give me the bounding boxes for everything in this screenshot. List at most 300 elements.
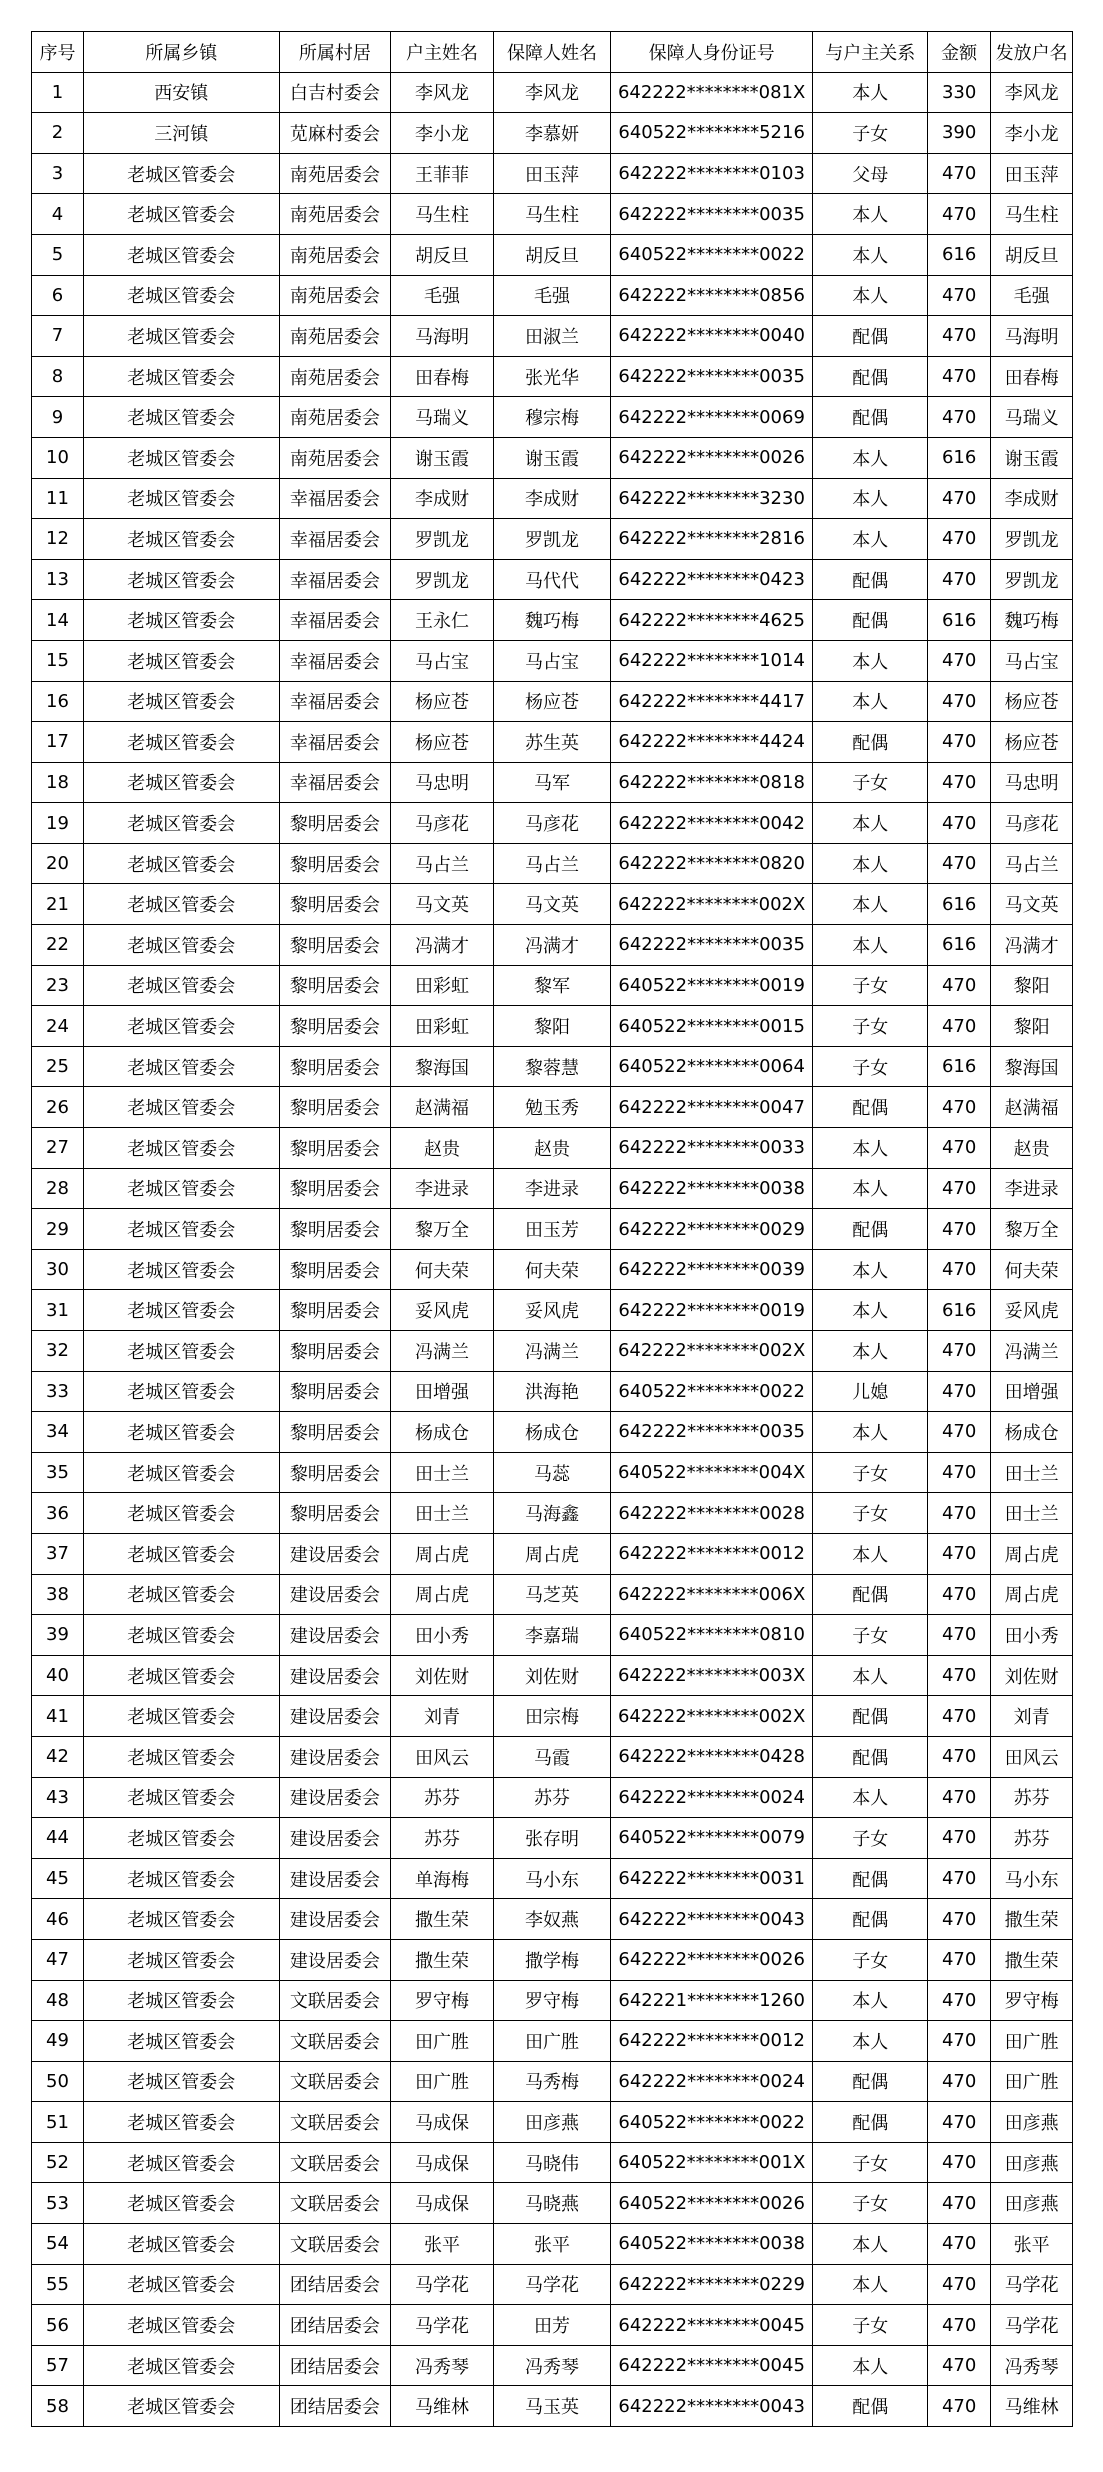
table-row [32,1249,1073,1290]
cell-payee: 冯满才 [991,925,1073,966]
table-row [32,1168,1073,1209]
cell-id-number: 642222********3230 [611,478,813,519]
cell-householder: 苏芬 [391,1777,494,1818]
cell-village: 建设居委会 [279,1777,391,1818]
cell-township: 老城区管委会 [83,1696,279,1737]
cell-serial: 34 [32,1412,84,1453]
cell-id-number: 642221********1260 [611,1980,813,2021]
cell-village: 幸福居委会 [279,600,391,641]
cell-payee: 马学花 [991,2305,1073,2346]
cell-beneficiary: 赵贵 [493,1128,610,1169]
cell-relation: 本人 [813,1777,928,1818]
cell-village: 黎明居委会 [279,965,391,1006]
cell-township: 老城区管委会 [83,1939,279,1980]
cell-relation: 本人 [813,1412,928,1453]
cell-serial: 42 [32,1736,84,1777]
cell-amount: 470 [928,2142,991,2183]
cell-township: 老城区管委会 [83,1858,279,1899]
cell-township: 老城区管委会 [83,2264,279,2305]
table-row [32,2061,1073,2102]
cell-relation: 本人 [813,925,928,966]
table-row [32,2305,1073,2346]
cell-householder: 周占虎 [391,1574,494,1615]
cell-village: 黎明居委会 [279,1290,391,1331]
cell-amount: 470 [928,153,991,194]
cell-village: 文联居委会 [279,2183,391,2224]
cell-relation: 本人 [813,2224,928,2265]
table-row [32,1980,1073,2021]
cell-township: 老城区管委会 [83,2142,279,2183]
cell-householder: 田广胜 [391,2061,494,2102]
cell-township: 老城区管委会 [83,2305,279,2346]
cell-village: 文联居委会 [279,2102,391,2143]
cell-payee: 刘青 [991,1696,1073,1737]
cell-householder: 苏芬 [391,1818,494,1859]
cell-township: 老城区管委会 [83,1452,279,1493]
cell-village: 黎明居委会 [279,1371,391,1412]
cell-amount: 470 [928,356,991,397]
cell-serial: 12 [32,519,84,560]
cell-householder: 李风龙 [391,72,494,113]
cell-payee: 马生柱 [991,194,1073,235]
cell-id-number: 642222********0229 [611,2264,813,2305]
cell-id-number: 642222********0031 [611,1858,813,1899]
cell-id-number: 640522********0026 [611,2183,813,2224]
cell-id-number: 642222********0024 [611,1777,813,1818]
cell-amount: 470 [928,803,991,844]
cell-serial: 41 [32,1696,84,1737]
cell-township: 老城区管委会 [83,559,279,600]
cell-amount: 330 [928,72,991,113]
cell-householder: 马学花 [391,2305,494,2346]
cell-payee: 谢玉霞 [991,437,1073,478]
cell-householder: 马彦花 [391,803,494,844]
cell-serial: 20 [32,843,84,884]
table-row [32,1493,1073,1534]
cell-payee: 田彦燕 [991,2142,1073,2183]
cell-village: 南苑居委会 [279,275,391,316]
table-row [32,2102,1073,2143]
cell-payee: 赵满福 [991,1087,1073,1128]
table-row [32,1858,1073,1899]
cell-amount: 470 [928,2305,991,2346]
cell-relation: 配偶 [813,316,928,357]
cell-amount: 470 [928,762,991,803]
cell-amount: 470 [928,1736,991,1777]
cell-village: 建设居委会 [279,1858,391,1899]
cell-beneficiary: 李慕妍 [493,113,610,154]
cell-relation: 配偶 [813,1696,928,1737]
cell-township: 老城区管委会 [83,1006,279,1047]
cell-relation: 子女 [813,762,928,803]
cell-serial: 39 [32,1615,84,1656]
cell-relation: 本人 [813,884,928,925]
cell-relation: 本人 [813,803,928,844]
cell-beneficiary: 马小东 [493,1858,610,1899]
cell-serial: 28 [32,1168,84,1209]
cell-village: 幸福居委会 [279,519,391,560]
cell-payee: 苏芬 [991,1777,1073,1818]
cell-householder: 冯秀琴 [391,2345,494,2386]
cell-relation: 配偶 [813,1209,928,1250]
table-row [32,316,1073,357]
cell-payee: 周占虎 [991,1574,1073,1615]
cell-householder: 杨应苍 [391,722,494,763]
cell-relation: 儿媳 [813,1371,928,1412]
cell-amount: 470 [928,1615,991,1656]
table-row [32,2142,1073,2183]
cell-id-number: 642222********0019 [611,1290,813,1331]
cell-householder: 黎万全 [391,1209,494,1250]
cell-householder: 罗守梅 [391,1980,494,2021]
table-row [32,478,1073,519]
cell-serial: 52 [32,2142,84,2183]
cell-beneficiary: 田芳 [493,2305,610,2346]
cell-amount: 470 [928,275,991,316]
cell-serial: 29 [32,1209,84,1250]
cell-village: 苋麻村委会 [279,113,391,154]
cell-relation: 本人 [813,2021,928,2062]
cell-id-number: 642222********0028 [611,1493,813,1534]
cell-village: 南苑居委会 [279,234,391,275]
cell-id-number: 640522********0064 [611,1046,813,1087]
cell-township: 老城区管委会 [83,1777,279,1818]
cell-id-number: 642222********0033 [611,1128,813,1169]
cell-village: 黎明居委会 [279,803,391,844]
cell-payee: 杨成仓 [991,1412,1073,1453]
table-row [32,1006,1073,1047]
cell-serial: 31 [32,1290,84,1331]
cell-id-number: 642222********0043 [611,2386,813,2427]
cell-beneficiary: 田淑兰 [493,316,610,357]
cell-village: 南苑居委会 [279,316,391,357]
cell-amount: 470 [928,1899,991,1940]
cell-householder: 马忠明 [391,762,494,803]
cell-village: 幸福居委会 [279,640,391,681]
table-row [32,2386,1073,2427]
cell-payee: 李风龙 [991,72,1073,113]
cell-serial: 47 [32,1939,84,1980]
cell-relation: 子女 [813,965,928,1006]
cell-township: 老城区管委会 [83,2061,279,2102]
cell-relation: 本人 [813,275,928,316]
cell-householder: 毛强 [391,275,494,316]
cell-relation: 本人 [813,478,928,519]
cell-beneficiary: 黎军 [493,965,610,1006]
cell-relation: 配偶 [813,1574,928,1615]
cell-township: 老城区管委会 [83,1168,279,1209]
cell-beneficiary: 刘佐财 [493,1655,610,1696]
table-row [32,965,1073,1006]
cell-village: 南苑居委会 [279,153,391,194]
cell-township: 老城区管委会 [83,1980,279,2021]
cell-amount: 470 [928,194,991,235]
cell-relation: 子女 [813,1615,928,1656]
table-row [32,1736,1073,1777]
cell-householder: 赵满福 [391,1087,494,1128]
cell-beneficiary: 周占虎 [493,1533,610,1574]
cell-householder: 马学花 [391,2264,494,2305]
table-row [32,1290,1073,1331]
cell-village: 文联居委会 [279,2224,391,2265]
cell-id-number: 642222********0820 [611,843,813,884]
cell-householder: 李小龙 [391,113,494,154]
cell-householder: 妥风虎 [391,1290,494,1331]
cell-village: 黎明居委会 [279,1046,391,1087]
cell-householder: 田彩虹 [391,1006,494,1047]
cell-township: 老城区管委会 [83,1493,279,1534]
cell-relation: 配偶 [813,1736,928,1777]
cell-village: 黎明居委会 [279,1412,391,1453]
cell-id-number: 642222********0012 [611,1533,813,1574]
cell-id-number: 642222********0026 [611,1939,813,1980]
cell-payee: 马小东 [991,1858,1073,1899]
cell-amount: 470 [928,965,991,1006]
cell-beneficiary: 马代代 [493,559,610,600]
cell-township: 老城区管委会 [83,275,279,316]
cell-beneficiary: 马玉英 [493,2386,610,2427]
cell-payee: 张平 [991,2224,1073,2265]
cell-township: 老城区管委会 [83,1331,279,1372]
cell-amount: 470 [928,397,991,438]
cell-beneficiary: 马霞 [493,1736,610,1777]
cell-householder: 李进录 [391,1168,494,1209]
cell-householder: 谢玉霞 [391,437,494,478]
cell-amount: 470 [928,1331,991,1372]
cell-id-number: 640522********5216 [611,113,813,154]
cell-amount: 470 [928,559,991,600]
table-row [32,1533,1073,1574]
cell-payee: 黎海国 [991,1046,1073,1087]
cell-serial: 11 [32,478,84,519]
cell-id-number: 642222********0026 [611,437,813,478]
cell-beneficiary: 苏生英 [493,722,610,763]
cell-relation: 本人 [813,1533,928,1574]
cell-payee: 田增强 [991,1371,1073,1412]
cell-township: 老城区管委会 [83,356,279,397]
cell-village: 文联居委会 [279,2021,391,2062]
cell-serial: 43 [32,1777,84,1818]
cell-township: 老城区管委会 [83,803,279,844]
cell-amount: 470 [928,1006,991,1047]
cell-relation: 配偶 [813,2102,928,2143]
cell-id-number: 640522********0079 [611,1818,813,1859]
cell-village: 幸福居委会 [279,478,391,519]
cell-payee: 罗凯龙 [991,519,1073,560]
cell-amount: 616 [928,1046,991,1087]
cell-id-number: 642222********0035 [611,925,813,966]
cell-relation: 配偶 [813,1087,928,1128]
cell-beneficiary: 马生柱 [493,194,610,235]
cell-serial: 51 [32,2102,84,2143]
cell-township: 老城区管委会 [83,1412,279,1453]
cell-amount: 470 [928,2264,991,2305]
cell-id-number: 642222********081X [611,72,813,113]
cell-relation: 子女 [813,1006,928,1047]
cell-payee: 马彦花 [991,803,1073,844]
cell-id-number: 640522********0038 [611,2224,813,2265]
table-row [32,925,1073,966]
cell-village: 南苑居委会 [279,397,391,438]
cell-relation: 本人 [813,843,928,884]
cell-id-number: 642222********0035 [611,194,813,235]
cell-relation: 本人 [813,681,928,722]
cell-id-number: 640522********004X [611,1452,813,1493]
cell-serial: 5 [32,234,84,275]
cell-beneficiary: 杨成仓 [493,1412,610,1453]
cell-beneficiary: 马海鑫 [493,1493,610,1534]
cell-relation: 配偶 [813,2386,928,2427]
cell-id-number: 642222********0423 [611,559,813,600]
cell-id-number: 642222********0818 [611,762,813,803]
cell-householder: 田广胜 [391,2021,494,2062]
cell-village: 团结居委会 [279,2305,391,2346]
cell-village: 黎明居委会 [279,1128,391,1169]
cell-beneficiary: 张存明 [493,1818,610,1859]
column-header-id-number: 保障人身份证号 [611,32,813,73]
cell-payee: 毛强 [991,275,1073,316]
cell-beneficiary: 马学花 [493,2264,610,2305]
cell-householder: 胡反旦 [391,234,494,275]
cell-id-number: 642222********4417 [611,681,813,722]
cell-beneficiary: 胡反旦 [493,234,610,275]
cell-householder: 马占宝 [391,640,494,681]
cell-village: 黎明居委会 [279,1331,391,1372]
cell-id-number: 642222********0047 [611,1087,813,1128]
cell-relation: 本人 [813,519,928,560]
cell-amount: 470 [928,2102,991,2143]
cell-relation: 子女 [813,1939,928,1980]
cell-amount: 616 [928,1290,991,1331]
cell-householder: 冯满才 [391,925,494,966]
cell-householder: 田彩虹 [391,965,494,1006]
cell-amount: 616 [928,925,991,966]
cell-township: 老城区管委会 [83,397,279,438]
cell-amount: 616 [928,600,991,641]
cell-relation: 配偶 [813,1899,928,1940]
cell-amount: 470 [928,1818,991,1859]
cell-id-number: 640522********0022 [611,1371,813,1412]
cell-amount: 616 [928,884,991,925]
cell-amount: 470 [928,1087,991,1128]
table-row [32,1777,1073,1818]
cell-township: 老城区管委会 [83,600,279,641]
cell-beneficiary: 苏芬 [493,1777,610,1818]
cell-township: 老城区管委会 [83,316,279,357]
cell-serial: 37 [32,1533,84,1574]
cell-payee: 撒生荣 [991,1939,1073,1980]
table-row [32,1939,1073,1980]
cell-serial: 4 [32,194,84,235]
cell-beneficiary: 冯满才 [493,925,610,966]
cell-amount: 470 [928,519,991,560]
cell-township: 老城区管委会 [83,722,279,763]
cell-serial: 33 [32,1371,84,1412]
cell-township: 老城区管委会 [83,1046,279,1087]
cell-beneficiary: 杨应苍 [493,681,610,722]
column-header-township: 所属乡镇 [83,32,279,73]
cell-township: 老城区管委会 [83,843,279,884]
cell-serial: 40 [32,1655,84,1696]
table-row [32,762,1073,803]
cell-payee: 杨应苍 [991,722,1073,763]
cell-beneficiary: 李奴燕 [493,1899,610,1940]
cell-village: 黎明居委会 [279,925,391,966]
table-row [32,519,1073,560]
cell-id-number: 642222********0012 [611,2021,813,2062]
cell-serial: 58 [32,2386,84,2427]
cell-payee: 冯秀琴 [991,2345,1073,2386]
cell-serial: 9 [32,397,84,438]
cell-amount: 470 [928,1209,991,1250]
document-page [31,31,1073,2427]
cell-relation: 本人 [813,2345,928,2386]
cell-township: 老城区管委会 [83,925,279,966]
cell-relation: 子女 [813,113,928,154]
cell-id-number: 640522********0019 [611,965,813,1006]
cell-village: 黎明居委会 [279,884,391,925]
cell-relation: 子女 [813,2305,928,2346]
cell-amount: 470 [928,1655,991,1696]
cell-payee: 马学花 [991,2264,1073,2305]
cell-village: 黎明居委会 [279,1006,391,1047]
cell-beneficiary: 马秀梅 [493,2061,610,2102]
cell-serial: 45 [32,1858,84,1899]
cell-relation: 配偶 [813,356,928,397]
cell-householder: 撒生荣 [391,1899,494,1940]
cell-householder: 周占虎 [391,1533,494,1574]
table-row [32,559,1073,600]
cell-relation: 本人 [813,72,928,113]
cell-id-number: 642222********0103 [611,153,813,194]
cell-beneficiary: 冯满兰 [493,1331,610,1372]
cell-beneficiary: 张平 [493,2224,610,2265]
cell-householder: 马瑞义 [391,397,494,438]
cell-beneficiary: 罗凯龙 [493,519,610,560]
cell-township: 老城区管委会 [83,1087,279,1128]
table-row [32,884,1073,925]
cell-beneficiary: 毛强 [493,275,610,316]
cell-serial: 27 [32,1128,84,1169]
cell-householder: 撒生荣 [391,1939,494,1980]
cell-township: 老城区管委会 [83,1290,279,1331]
cell-payee: 马占宝 [991,640,1073,681]
table-row [32,2264,1073,2305]
cell-householder: 田风云 [391,1736,494,1777]
cell-township: 老城区管委会 [83,194,279,235]
cell-township: 老城区管委会 [83,1128,279,1169]
cell-id-number: 640522********0022 [611,234,813,275]
cell-beneficiary: 马彦花 [493,803,610,844]
cell-village: 南苑居委会 [279,194,391,235]
table-row [32,722,1073,763]
table-row [32,1574,1073,1615]
table-row [32,1046,1073,1087]
cell-payee: 冯满兰 [991,1331,1073,1372]
table-row [32,600,1073,641]
cell-township: 老城区管委会 [83,1615,279,1656]
table-row [32,194,1073,235]
cell-beneficiary: 勉玉秀 [493,1087,610,1128]
cell-village: 建设居委会 [279,1939,391,1980]
cell-id-number: 642222********0038 [611,1168,813,1209]
cell-township: 老城区管委会 [83,1736,279,1777]
table-row [32,1087,1073,1128]
cell-village: 建设居委会 [279,1574,391,1615]
cell-serial: 35 [32,1452,84,1493]
cell-relation: 配偶 [813,397,928,438]
cell-serial: 57 [32,2345,84,2386]
